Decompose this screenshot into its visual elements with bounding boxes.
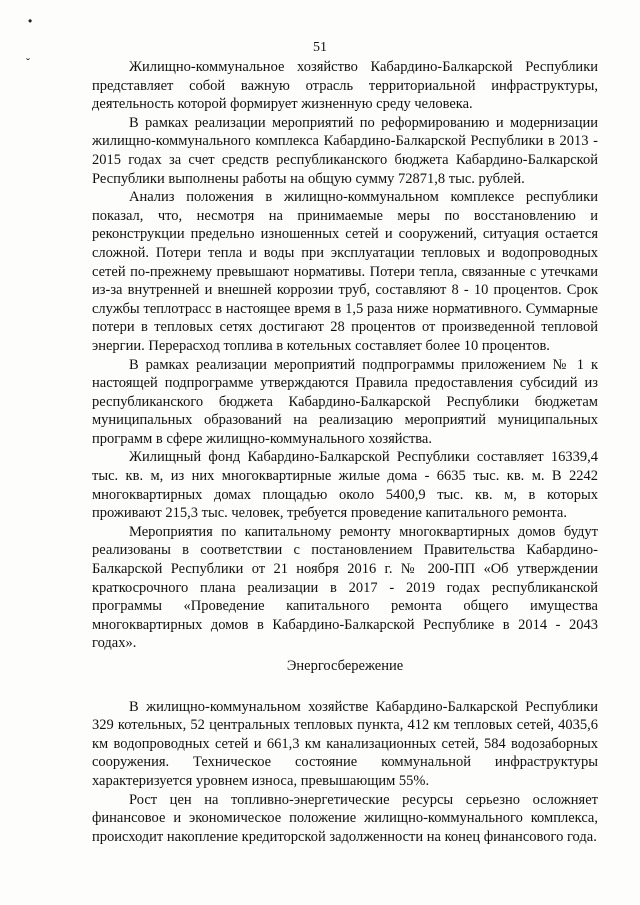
paragraph: Мероприятия по капитальному ремонту многоквартирных домов будут реализованы в соответствии с постановлением Правительства Кабардино-Балкарской Республики от 21 ноября 2016 г. № 200-ПП «Об утверждении краткосрочного плана реализации в 2017 - 2019 годах республиканской программы «Проведение капитального ремонта общего имущества многоквартирных домов в Кабардино-Балкарской Республике в 2014 - 2043 годах». xyxy=(92,523,598,652)
section-heading: Энергосбережение xyxy=(286,658,404,674)
paragraph: В жилищно-коммунальном хозяйстве Кабардино-Балкарской Республики 329 котельных, 52 центральных тепловых пункта, 412 км тепловых сетей, 4035,6 км водопроводных сетей и 661,3 км канализационных сетей, 584 водозаборных сооружения. Техническое состояние коммунальной инфраструктуры характеризуется уровнем износа, превышающим 55%. xyxy=(92,698,598,789)
page-number: 51 xyxy=(313,40,327,55)
paragraph: Жилищно-коммунальное хозяйство Кабардино-Балкарской Республики представляет собой важную отрасль территориальной инфраструктуры, деятельность которой формирует жизненную среду человека. xyxy=(92,59,598,113)
paragraph: Анализ положения в жилищно-коммунальном комплексе республики показал, что, несмотря на принимаемые меры по восстановлению и реконструкции предельно изношенных сетей и сооружений, ситуация остается сложной. Потери тепла и воды при эксплуатации тепловых и водопроводных сетей по-прежнему превышают нормативы. Потери тепла, связанные с утечками из-за внутренней и внешней коррозии труб, составляют 8 - 10 процентов. Срок службы теплотрасс в настоящее время в 1,5 раза ниже нормативного. Суммарные потери в тепловых сетях достигают 28 процентов от произведенной тепловой энергии. Перерасход топлива в котельных составляет более 10 процентов. xyxy=(92,189,598,354)
scan-speck-mark: • xyxy=(28,14,33,28)
document-body xyxy=(92,58,598,846)
paragraph: Рост цен на топливно-энергетические ресурсы серьезно осложняет финансовое и экономическое положение жилищно-коммунального комплекса, происходит накопление кредиторской задолженности на конец финансового года. xyxy=(92,791,598,845)
paragraph: В рамках реализации мероприятий по реформированию и модернизации жилищно-коммунального комплекса Кабардино-Балкарской Республики в 2013 - 2015 годах за счет средств республиканского бюджета Кабардино-Балкарской Республики выполнены работы на общую сумму 72871,8 тыс. рублей. xyxy=(92,114,598,187)
paragraph: Жилищный фонд Кабардино-Балкарской Республики составляет 16339,4 тыс. кв. м, из них многоквартирные жилые дома - 6635 тыс. кв. м. В 2242 многоквартирных домах площадью около 5400,9 тыс. кв. м, в которых проживают 215,3 тыс. человек, требуется проведение капитального ремонта. xyxy=(92,449,598,522)
paragraph: В рамках реализации мероприятий подпрограммы приложением № 1 к настоящей подпрограмме утверждаются Правила предоставления субсидий из республиканского бюджета Кабардино-Балкарской Республики бюджетам муниципальных образований на реализацию мероприятий муниципальных программ в сфере жилищно-коммунального хозяйства. xyxy=(92,356,598,447)
scan-speck-mark: ˇ xyxy=(26,56,30,70)
